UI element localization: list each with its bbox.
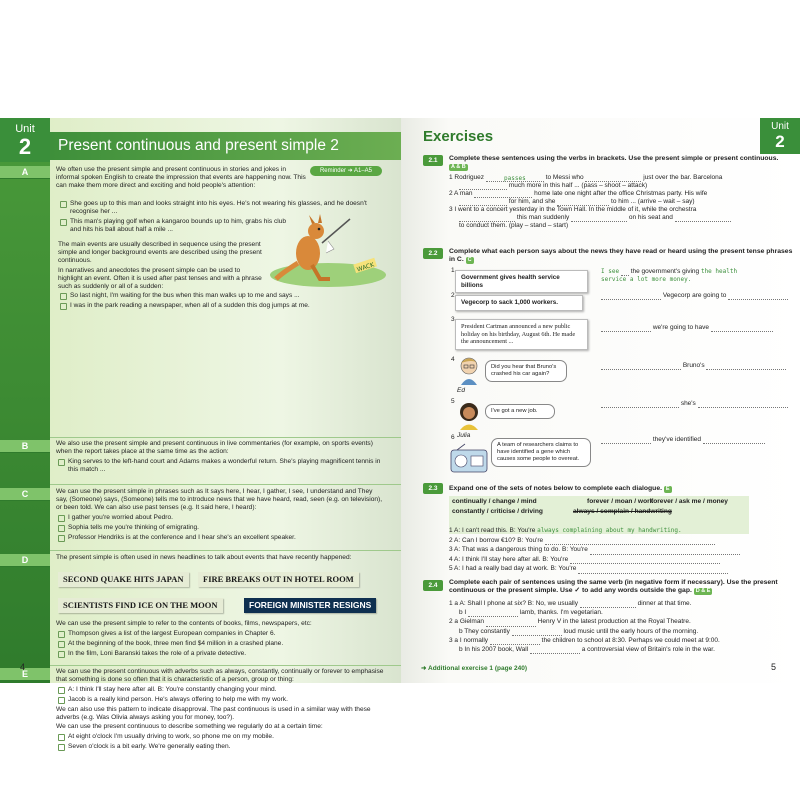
exercise-2-1-item-1-cont xyxy=(449,182,794,190)
answer-field[interactable] xyxy=(590,548,740,555)
section-a-body xyxy=(58,241,310,312)
answer-field[interactable] xyxy=(557,199,609,206)
unit-number: 2 xyxy=(775,132,785,151)
item-text: to him ... (arrive – wait – say) xyxy=(611,198,695,205)
answer-field[interactable] xyxy=(698,401,788,408)
unit-label: Unit xyxy=(15,123,35,135)
item-number: 5 xyxy=(451,398,455,405)
section-reference-badge: A & B xyxy=(451,164,466,170)
section-e-example-4: Seven o'clock is a bit early. We're generally eating then. xyxy=(56,743,384,751)
section-e-example-1: A: I think I'll stay here after all. B: You're constantly changing your mind. xyxy=(56,686,384,694)
section-d-paragraph-2: We can use the present simple to refer to the contents of books, films, newspapers, etc: xyxy=(56,620,312,627)
exercise-2-2-answer-2 xyxy=(601,292,796,300)
item-text: just over the bar. Barcelona xyxy=(643,174,723,181)
item-text: 2 A: Can I borrow €10? B: You're xyxy=(449,536,544,544)
exercise-2-1-item-2 xyxy=(449,190,794,198)
section-c-body xyxy=(56,488,384,543)
exercise-2-4-instructions xyxy=(449,579,794,595)
answer-field[interactable] xyxy=(585,175,641,182)
answer-field[interactable] xyxy=(571,215,627,222)
section-a-paragraph-3: In narratives and anecdotes the present simple can be used to highlight an event. Often it is used after past tenses and with a phrase such as suddenly or all of a sudden: xyxy=(58,266,262,290)
answer-field[interactable] xyxy=(578,567,728,574)
item-number: 6 xyxy=(451,434,455,441)
answer-field[interactable] xyxy=(530,647,580,654)
exercise-2-4-item-1a xyxy=(449,599,794,608)
page-title: Present continuous and present simple 2 xyxy=(50,132,401,160)
section-b-paragraph-1: We also use the present simple and present continuous in live commentaries (for example, on sports events) when the report takes place at the same time as the action: xyxy=(56,440,373,455)
speech-bubble-1: Did you hear that Bruno's crashed his car again? xyxy=(485,360,567,382)
exercise-2-4-item-3b xyxy=(449,645,794,654)
section-e-body xyxy=(56,668,384,753)
headline-scientists: SCIENTISTS FIND ICE ON THE MOON xyxy=(58,598,223,613)
answer-field[interactable] xyxy=(486,620,536,627)
section-a-example-4: I was in the park reading a newspaper, when all of a sudden this dog jumps at me. xyxy=(58,302,378,310)
item-text: home late one night after the office Christmas party. His wife xyxy=(534,190,708,197)
person-ed-icon xyxy=(457,355,481,385)
section-a-intro xyxy=(56,166,310,192)
exercise-2-1-item-1 xyxy=(449,174,794,182)
item-text: much more in this half ... (pass – shoot – attack) xyxy=(508,182,648,189)
note-1: continually / change / mind xyxy=(452,498,537,505)
answer-field[interactable] xyxy=(601,325,651,332)
item-text: to Messi who xyxy=(545,174,584,181)
unit-label: Unit xyxy=(771,121,789,132)
answer-field[interactable] xyxy=(570,557,720,564)
item-number: 2 xyxy=(451,292,455,299)
exercise-2-3-item-4 xyxy=(449,555,794,565)
exercise-2-2-answer-3 xyxy=(601,324,796,332)
section-reference-badge: E xyxy=(665,486,670,492)
news-clip-1: Government gives health service billions xyxy=(455,270,588,293)
handwritten-answer: the health xyxy=(700,268,738,275)
section-a-paragraph-1: We often use the present simple and present continuous in stories and jokes in informal spoken English to create the impression that events are happening now. This can make them more direct and exciting and hold people's attention: xyxy=(56,166,306,189)
answer-field[interactable] xyxy=(545,538,715,545)
exercises-title: Exercises xyxy=(423,128,494,145)
answer-field[interactable] xyxy=(711,325,773,332)
speaker-name: Julia xyxy=(457,432,471,439)
exercise-2-3-item-3 xyxy=(449,545,794,555)
exercise-2-3-item-1 xyxy=(449,526,794,536)
section-reference-badge: D & E xyxy=(695,588,711,594)
exercise-2-4-item-2a xyxy=(449,617,794,626)
exercise-2-2-answer-4 xyxy=(601,362,796,370)
answer-field[interactable] xyxy=(728,293,788,300)
answer-field[interactable] xyxy=(459,183,507,190)
handwritten-answer: service a lot more money. xyxy=(601,276,692,283)
section-d-paragraph-1: The present simple is often used in news headlines to talk about events that have recently happened: xyxy=(56,554,352,561)
section-e-paragraph-2: We can also use this pattern to indicate disapproval. The past continuous is used in a similar way with these adverbs (e.g. Was Olivia always asking you for money, too?). xyxy=(56,705,371,721)
speech-bubble-2: I've got a new job. xyxy=(485,404,555,419)
news-clip-2: Vegecorp to sack 1,000 workers. xyxy=(455,295,583,311)
exercise-2-4-instruction-text: Complete each pair of sentences using the same verb (in negative form if necessary). Use the present continuous or the present simple. Use ✓ to add any words outside the gap. xyxy=(449,579,778,594)
exercise-2-3-instructions xyxy=(449,485,794,493)
answer-field[interactable] xyxy=(621,269,629,276)
right-page xyxy=(401,118,800,683)
exercise-badge-2-2: 2.2 xyxy=(423,248,443,259)
answer-field[interactable] xyxy=(459,199,507,206)
item-text: she's xyxy=(680,400,696,407)
headline-fire: FIRE BREAKS OUT IN HOTEL ROOM xyxy=(198,572,359,587)
answer-field[interactable] xyxy=(703,437,765,444)
item-text: b In his 2007 book, Wall xyxy=(459,646,529,654)
page-number-right: 5 xyxy=(771,662,777,672)
answer-field[interactable] xyxy=(512,629,562,636)
answer-field[interactable] xyxy=(459,215,515,222)
item-text: loud music until the early hours of the morning. xyxy=(563,627,699,635)
exercise-2-1-items xyxy=(449,174,794,230)
exercise-2-1-instruction-text: Complete these sentences using the verbs in brackets. Use the present simple or present continuous. xyxy=(449,155,779,162)
exercise-2-1-instructions xyxy=(449,155,794,171)
section-d-intro xyxy=(56,554,384,564)
answer-field[interactable] xyxy=(601,293,661,300)
exercise-2-1-item-3-cont xyxy=(449,214,794,222)
unit-tab-left xyxy=(0,118,50,162)
answer-field[interactable] xyxy=(601,401,679,408)
section-c-example-3: Professor Hendriks is at the conference and I hear she's an excellent speaker. xyxy=(56,534,384,542)
exercise-2-4-item-3a xyxy=(449,636,794,645)
radio-icon xyxy=(449,444,489,474)
answer-field[interactable] xyxy=(490,638,540,645)
item-text: 3 A: That was a dangerous thing to do. B: You're xyxy=(449,546,588,553)
exercise-2-4-items xyxy=(449,599,794,654)
exercise-2-2-answer-6 xyxy=(601,436,796,444)
item-text: dinner at that time. xyxy=(637,600,692,607)
exercise-2-4-item-1b xyxy=(449,608,794,617)
headline-quake: SECOND QUAKE HITS JAPAN xyxy=(58,572,189,587)
exercise-2-3-instruction-text: Expand one of the sets of notes below to complete each dialogue. xyxy=(449,485,663,492)
item-text: for him, and she xyxy=(508,198,556,205)
item-text: on his seat and xyxy=(628,214,673,221)
item-text: Henry V in the latest production at the Royal Theatre. xyxy=(537,618,691,626)
unit-number: 2 xyxy=(18,134,32,159)
item-text: a controversial view of Britain's role in the war. xyxy=(581,646,715,654)
item-text: 1 Rodriguez xyxy=(449,174,485,181)
item-number: 4 xyxy=(451,356,455,363)
answer-field[interactable] xyxy=(675,215,731,222)
exercise-2-4-item-2b xyxy=(449,627,794,636)
answer-field[interactable] xyxy=(601,437,651,444)
section-e-example-3: At eight o'clock I'm usually driving to work, so phone me on my mobile. xyxy=(56,733,384,741)
divider xyxy=(50,484,401,485)
reminder-badge[interactable]: Reminder ➜ A1–A5 xyxy=(310,166,382,176)
answer-field[interactable] xyxy=(601,363,681,370)
section-reference-badge: C xyxy=(467,257,472,263)
item-text: this man suddenly xyxy=(516,214,570,221)
item-text: lamb, thanks. I'm vegetarian. xyxy=(519,609,603,617)
headline-minister: FOREIGN MINISTER RESIGNS xyxy=(244,598,376,613)
item-text: b I xyxy=(459,609,467,617)
section-tab-e: E xyxy=(0,668,50,681)
handwritten-answer: I see xyxy=(601,268,620,275)
section-c-example-2: Sophia tells me you're thinking of emigrating. xyxy=(56,524,384,532)
note-3: forever / ask me / money xyxy=(651,498,728,505)
section-a-example-1: She goes up to this man and looks straight into his eyes. He's not wearing his glasses, and he doesn't recognise her ... xyxy=(58,200,382,216)
item-text: 4 A: I think I'll stay here after all. B: You're xyxy=(449,555,569,563)
section-e-example-2: Jacob is a really kind person. He's always offering to help me with my work. xyxy=(56,696,384,704)
item-text: Bruno's xyxy=(682,362,705,369)
exercise-2-2-answer-1 xyxy=(601,268,796,284)
divider xyxy=(50,665,401,666)
left-page xyxy=(0,118,401,751)
exercise-2-2-instructions xyxy=(449,248,794,264)
exercise-badge-2-3: 2.3 xyxy=(423,483,443,494)
exercise-2-3-item-2 xyxy=(449,536,794,546)
speech-bubble-3: A team of researchers claims to have identified a gene which causes some people to overeat. xyxy=(491,438,591,467)
section-tab-d: D xyxy=(0,554,50,567)
kangaroo-golf-illustration xyxy=(268,213,388,287)
section-e-paragraph-3: We can use the present continuous to describe something we regularly do at a certain time: xyxy=(56,723,323,731)
exercise-2-2-instruction-text: Complete what each person says about the news they have read or heard using the present tense phrases in C. xyxy=(449,248,793,263)
section-b-body xyxy=(56,440,384,476)
left-sidebar xyxy=(0,118,50,683)
section-a-example-2: This man's playing golf when a kangaroo bounds up to him, grabs his club and hits his ball about half a mile ... xyxy=(58,218,288,234)
exercise-badge-2-1: 2.1 xyxy=(423,155,443,166)
divider xyxy=(50,437,401,438)
divider xyxy=(50,550,401,551)
item-text: we're going to have xyxy=(652,324,709,331)
answer-field[interactable] xyxy=(468,610,518,617)
section-d-body xyxy=(56,620,384,660)
section-c-example-1: I gather you're worried about Pedro. xyxy=(56,514,384,522)
speaker-name: Ed xyxy=(457,387,465,394)
item-text: they've identified xyxy=(652,436,702,443)
note-4: constantly / criticise / driving xyxy=(452,508,543,515)
news-clip-3: President Cartman announced a new public holiday on his birthday, August 6th. He made the announcement ... xyxy=(455,319,588,350)
svg-text:WACK: WACK xyxy=(356,261,376,274)
section-d-example-1: Thompson gives a list of the largest European companies in Chapter 6. xyxy=(56,630,384,638)
additional-exercise-link[interactable]: ➜ Additional exercise 1 (page 240) xyxy=(421,665,527,672)
item-text: 2 A man xyxy=(449,190,473,197)
item-text: the children to school at 8:30. Perhaps we could meet at 9:00. xyxy=(541,636,720,644)
answer-field[interactable] xyxy=(486,175,544,182)
item-text: 1 A: I can't read this. B: You're xyxy=(449,527,536,534)
page-number-left: 4 xyxy=(20,662,26,672)
section-tab-c: C xyxy=(0,488,50,501)
section-a-example-3: So last night, I'm waiting for the bus when this man walks up to me and says ... xyxy=(58,292,378,300)
section-d-example-3: In the film, Loni Baranski takes the role of a private detective. xyxy=(56,650,384,658)
item-text: 5 A: I had a really bad day at work. B: You're xyxy=(449,565,577,572)
note-5: always / complain / handwriting xyxy=(573,508,672,515)
exercise-2-1-item-3: 3 I went to a concert yesterday in the Town Hall. In the middle of it, while the orchestra xyxy=(449,206,697,213)
item-number: 1 xyxy=(451,267,455,274)
exercise-2-2-answer-5 xyxy=(601,400,796,408)
section-c-paragraph-1: We can use the present simple in phrases such as It says here, I hear, I gather, I see, I understand and They say, (Someone) says, (Someone) tells me to introduce news that we have heard, read, seen (e.g. on television), or been told. We can also use past tenses (e.g. It said here, I heard): xyxy=(56,488,383,511)
unit-tab-right xyxy=(760,118,800,154)
exercise-badge-2-4: 2.4 xyxy=(423,580,443,591)
section-a-paragraph-2: The main events are usually described in sequence using the present simple and longer background events are described using the present continuous. xyxy=(58,241,262,264)
section-e-paragraph-1: We can use the present continuous with adverbs such as always, constantly, continually or forever to emphasise that something is done so often that it is characteristic of a person, group or thing: xyxy=(56,668,384,683)
section-d-example-2: At the beginning of the book, three men find $4 million in a crashed plane. xyxy=(56,640,384,648)
answer-field[interactable] xyxy=(580,601,636,608)
note-2: forever / moan / work xyxy=(587,498,654,505)
handwritten-answer: passes xyxy=(504,175,526,182)
section-tab-b: B xyxy=(0,440,50,453)
person-julia-icon xyxy=(457,400,481,430)
item-text: b They constantly xyxy=(459,627,510,635)
handwritten-answer: always complaining about my handwriting. xyxy=(537,527,682,534)
item-number: 3 xyxy=(451,316,455,323)
section-b-example-1: King serves to the left-hand court and Adams makes a wonderful return. She's playing magnificent tennis in this match ... xyxy=(56,458,384,474)
item-text: Vegecorp are going to xyxy=(662,292,727,299)
exercise-2-3-items xyxy=(449,526,794,574)
item-text: 2 a Gielman xyxy=(449,618,485,626)
section-tab-a: A xyxy=(0,166,50,179)
item-text: 3 a I normally xyxy=(449,636,489,644)
answer-field[interactable] xyxy=(474,191,532,198)
exercise-2-1-item-3-end: to conduct them. (play – stand – start) xyxy=(459,222,569,229)
exercise-2-3-item-5 xyxy=(449,564,794,574)
exercise-2-1-item-2-cont xyxy=(449,198,794,206)
item-text: the government's giving xyxy=(630,268,700,275)
item-text: 1 a A: Shall I phone at six? B: No, we usually xyxy=(449,600,578,607)
answer-field[interactable] xyxy=(706,363,786,370)
